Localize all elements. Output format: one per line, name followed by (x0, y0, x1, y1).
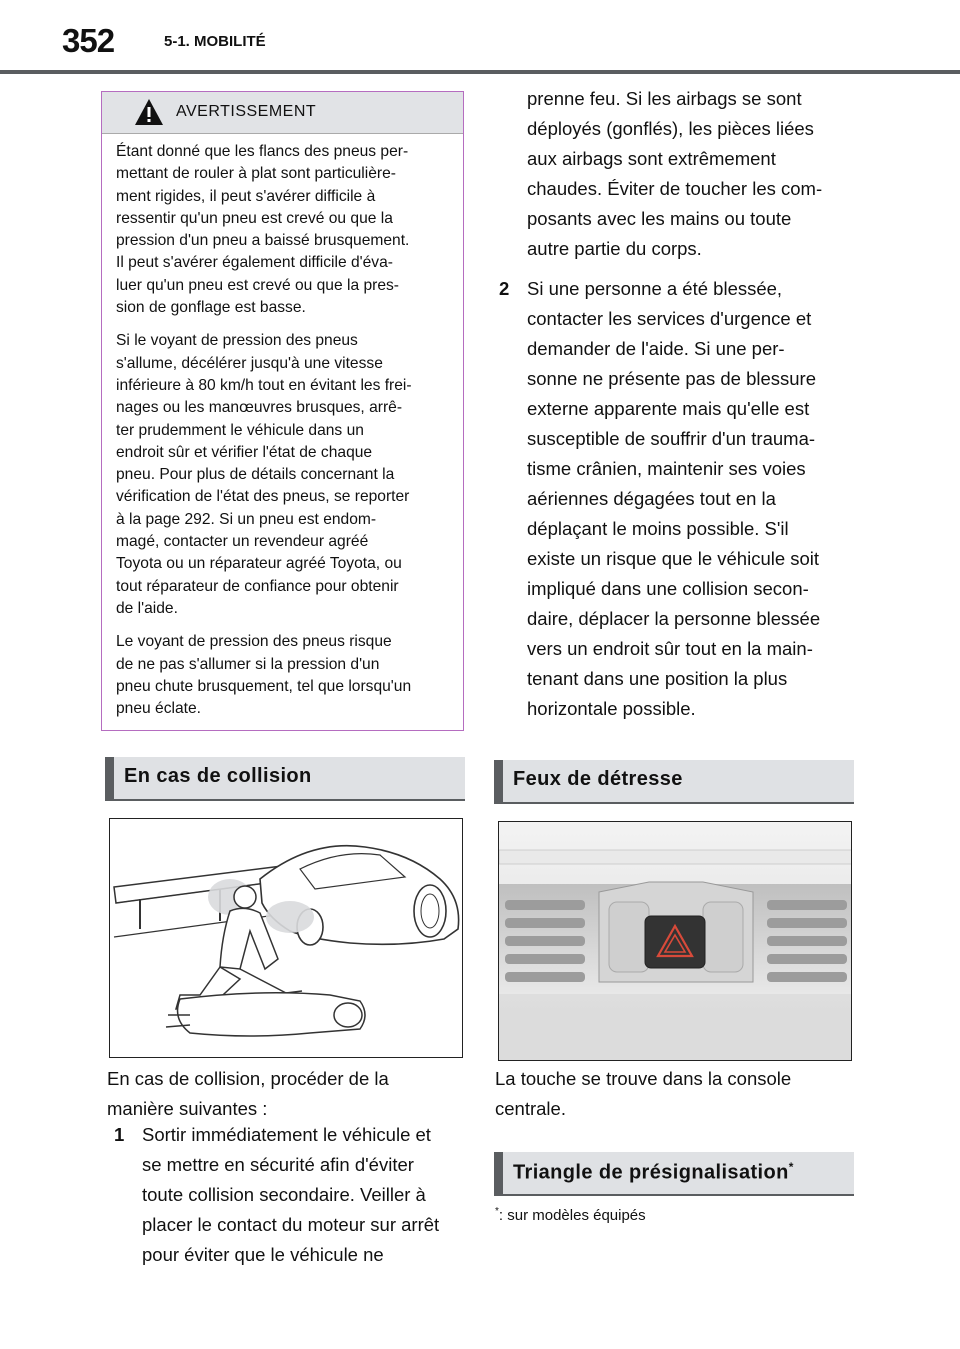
heading-bar (494, 760, 503, 802)
heading-bar (105, 757, 114, 799)
collision-heading (105, 757, 465, 801)
footnote (495, 1206, 646, 1224)
triangle-heading-text (513, 1160, 794, 1185)
footnote-mark: * (495, 1206, 499, 1217)
hazard-illustration (498, 821, 852, 1061)
warning-paragraph: Étant donné que les flancs des pneus per- mettant de rouler à plat sont particulière- ment rigides, il peut s'avérer difficile à ressentir qu'un pneu est crevé ou que la pression d'un pneu a baissé brusquement. Il peut s'avérer également difficile d'éva- luer qu'un pneu est crevé ou que la pres- sion de gonflage est basse. (116, 143, 410, 317)
triangle-heading-label: Triangle de présignalisation (513, 1161, 789, 1184)
page-header (0, 0, 960, 75)
hazard-console-image (499, 822, 852, 1061)
warning-body (102, 134, 463, 720)
hazard-heading (494, 760, 854, 804)
collision-step-2 (499, 274, 859, 734)
section-title: 5-1. MOBILITÉ (164, 33, 266, 50)
step-text: Si une personne a été blessée, contacter les services d'urgence et demander de l'aide. Si une per- sonne ne présente pas de blessure externe apparente mais qu'elle est susceptible de souffrir d'un trauma- tisme crânien, maintenir ses voies aériennes dégagées tout en la déplaçant le moins possible. S'il existe un risque que le véhicule soit impliqué dans une collision secon- daire, déplacer la personne blessée vers un endroit sûr tout en la main- tenant dans une position la plus horizontale possible. (527, 278, 821, 719)
triangle-heading (494, 1152, 854, 1196)
warning-header (102, 92, 463, 134)
step-text: Sortir immédiatement le véhicule et se mettre en sécurité afin d'éviter toute collision secondaire. Veiller à placer le contact du moteur sur arrêt pour éviter que le véhicule ne (142, 1124, 440, 1265)
hazard-heading-text: Feux de détresse (513, 768, 683, 790)
warning-paragraph: Le voyant de pression des pneus risque de ne pas s'allumer si la pression d'un pneu chute brusquement, tel que lorsqu'un pneu éclate. (116, 633, 412, 718)
collision-illustration (109, 818, 463, 1058)
warning-box (101, 91, 464, 731)
hazard-caption: La touche se trouve dans la console centrale. (495, 1068, 792, 1119)
warning-paragraph: Si le voyant de pression des pneus s'allume, décélérer jusqu'à une vitesse inférieure à 80 km/h tout en évitant les frei- nages ou les manœuvres brusques, arrê- ter prudemment le véhicule dans un endroit sûr et vérifier l'état de chaque pneu. Pour plus de détails concernant la vérification de l'état des pneus, se reporter à la page 292. Si un pneu est endom- magé, contacter un revendeur agréé Toyota ou un réparateur agréé Toyota, ou tout réparateur de confiance pour obtenir de l'aide. (116, 332, 412, 617)
warning-triangle-icon (134, 97, 164, 127)
header-rule (0, 70, 960, 74)
collision-intro: En cas de collision, procéder de la manière suivantes : (107, 1068, 389, 1119)
footnote-text: : sur modèles équipés (498, 1207, 646, 1224)
step-number: 1 (114, 1124, 125, 1145)
footnote-marker: * (788, 1160, 794, 1174)
collision-heading-text: En cas de collision (124, 765, 312, 787)
collision-step-1 (114, 1120, 474, 1280)
step-number: 2 (499, 278, 510, 299)
step-1-continued: prenne feu. Si les airbags se sont déployés (gonflés), les pièces liées aux airbags sont extrêmement chaudes. Éviter de toucher les com- posants avec les mains ou toute autre partie du corps. (527, 88, 823, 259)
collision-scene-image (110, 819, 463, 1058)
heading-bar (494, 1152, 503, 1194)
page-number: 352 (62, 22, 115, 59)
warning-title: AVERTISSEMENT (176, 103, 317, 120)
